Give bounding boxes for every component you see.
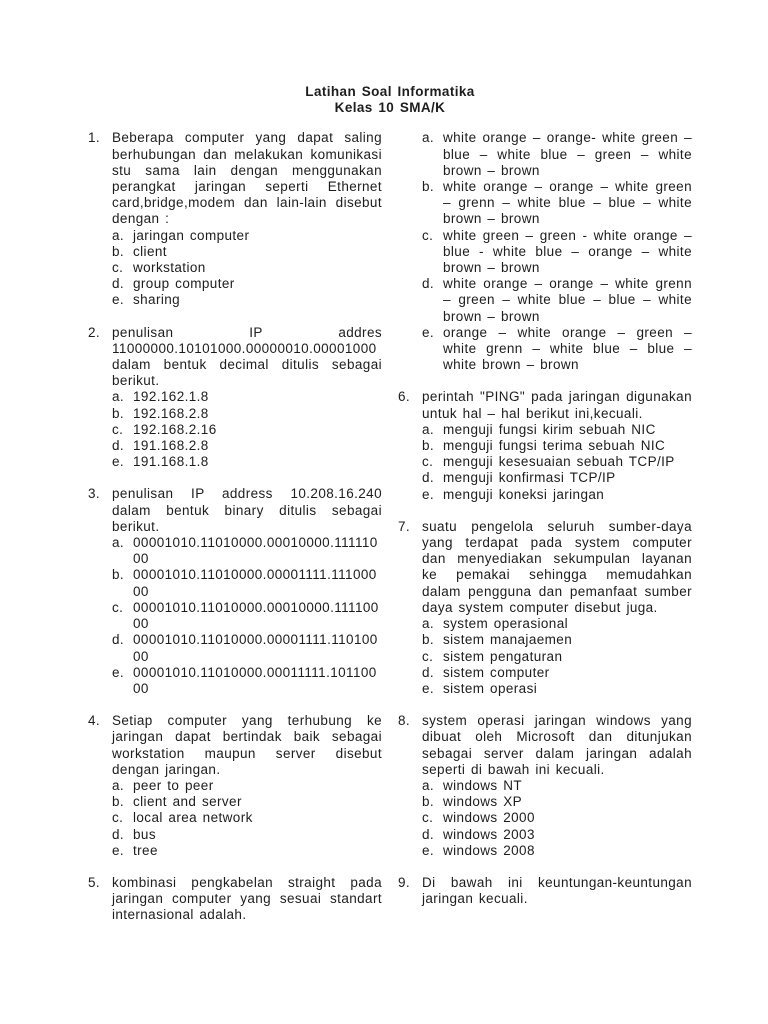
option-label: e.	[422, 680, 435, 696]
option-item	[422, 810, 692, 826]
option-label: c.	[422, 454, 434, 470]
option-label: e.	[112, 292, 125, 308]
option-item	[112, 567, 382, 599]
option-label: b.	[112, 243, 125, 259]
option-label: a.	[112, 389, 125, 405]
option-item	[422, 616, 692, 632]
column-right	[398, 130, 692, 939]
question-options	[422, 616, 692, 697]
option-label: b.	[112, 405, 125, 421]
question-number: 2.	[88, 324, 101, 340]
option-text: peer to peer	[133, 777, 214, 793]
option-label: a.	[422, 421, 435, 437]
question-text: perintah "PING" pada jaringan digunakan untuk hal – hal berikut ini,kecuali.	[422, 389, 692, 421]
option-label: d.	[422, 826, 435, 842]
option-item	[112, 600, 382, 632]
option-item	[422, 794, 692, 810]
question-item	[88, 713, 382, 859]
question-body	[112, 325, 382, 471]
option-label: a.	[112, 535, 125, 551]
question-item	[88, 130, 382, 308]
option-text: sistem operasi	[443, 680, 538, 696]
option-item	[422, 179, 692, 228]
option-label: a.	[422, 616, 435, 632]
question-number: 6.	[398, 389, 411, 405]
option-label: d.	[112, 826, 125, 842]
option-label: e.	[112, 454, 125, 470]
question-number: 7.	[398, 518, 411, 534]
question-item	[398, 875, 692, 907]
option-text: white orange – orange- white green – blue – white blue – green – white brown – brown	[443, 130, 692, 178]
question-number: 8.	[398, 713, 411, 729]
question-body	[422, 875, 692, 907]
option-text: sharing	[133, 292, 181, 308]
option-text: client	[133, 243, 167, 259]
question-number: 1.	[88, 130, 101, 146]
option-text: sistem computer	[443, 664, 550, 680]
option-item	[112, 454, 382, 470]
option-label: d.	[422, 664, 435, 680]
option-text: bus	[133, 826, 156, 842]
option-item	[112, 843, 382, 859]
question-number: 9.	[398, 874, 411, 890]
option-label: e.	[112, 842, 125, 858]
option-item	[112, 535, 382, 567]
question-text: Setiap computer yang terhubung ke jaringan dapat bertindak baik sebagai workstation maupun server disebut dengan jaringan.	[112, 713, 382, 777]
option-text: 00001010.11010000.00011111.10110000	[133, 664, 377, 696]
option-text: 00001010.11010000.00010000.11111000	[133, 535, 378, 567]
option-label: b.	[422, 794, 435, 810]
option-text: menguji konfirmasi TCP/IP	[443, 470, 616, 486]
option-label: a.	[422, 777, 435, 793]
option-text: workstation	[133, 260, 206, 276]
question-options	[422, 778, 692, 859]
option-item	[422, 422, 692, 438]
option-item	[422, 665, 692, 681]
option-item	[422, 470, 692, 486]
option-item	[422, 276, 692, 325]
option-label: a.	[112, 777, 125, 793]
question-text: penulisan IP addres 11000000.10101000.00000010.00001000 dalam bentuk decimal ditulis sebagai berikut.	[112, 324, 382, 389]
option-text: system operasional	[443, 616, 569, 632]
question-options	[422, 422, 692, 503]
question-options	[422, 130, 692, 373]
question-columns	[88, 130, 692, 939]
option-text: windows NT	[443, 777, 523, 793]
option-text: 00001010.11010000.00001111.11100000	[133, 567, 377, 599]
option-label: d.	[422, 470, 435, 486]
option-item	[112, 389, 382, 405]
column-left	[88, 130, 382, 939]
option-item	[422, 681, 692, 697]
option-item	[422, 632, 692, 648]
question-options	[112, 228, 382, 309]
option-item	[422, 843, 692, 859]
question-item	[398, 713, 692, 859]
option-label: d.	[112, 438, 125, 454]
question-body	[422, 713, 692, 859]
option-label: c.	[422, 810, 434, 826]
option-text: jaringan computer	[133, 227, 250, 243]
option-item	[112, 632, 382, 664]
option-text: 191.168.1.8	[133, 454, 209, 470]
document-header	[88, 84, 692, 116]
option-label: e.	[422, 842, 435, 858]
option-text: menguji fungsi terima sebuah NIC	[443, 438, 666, 454]
question-body	[112, 875, 382, 924]
option-label: b.	[112, 794, 125, 810]
question-body	[112, 486, 382, 697]
question-text: system operasi jaringan windows yang dibuat oleh Microsoft dan ditunjukan sebagai server dalam jaringan adalah seperti di bawah ini kecuali.	[422, 713, 692, 777]
question-text: Beberapa computer yang dapat saling berhubungan dan melakukan komunikasi stu sama lain dengan menggunakan perangkat jaringan seperti Ethernet card,bridge,modem dan lain-lain disebut dengan :	[112, 130, 382, 227]
option-label: c.	[112, 421, 124, 437]
option-label: a.	[422, 130, 435, 146]
option-item	[112, 778, 382, 794]
option-label: b.	[422, 179, 435, 195]
option-label: c.	[112, 599, 124, 615]
option-item	[112, 292, 382, 308]
option-item	[422, 325, 692, 374]
option-text: tree	[133, 842, 158, 858]
question-item	[88, 325, 382, 471]
question-body	[112, 130, 382, 308]
question-options	[112, 778, 382, 859]
page-title: Latihan Soal Informatika	[305, 84, 475, 99]
question-options	[112, 389, 382, 470]
question-text: penulisan IP address 10.208.16.240 dalam bentuk binary ditulis sebagai berikut.	[112, 486, 382, 534]
option-item	[112, 406, 382, 422]
question-item	[398, 130, 692, 373]
option-text: menguji fungsi kirim sebuah NIC	[443, 421, 656, 437]
question-number: 5.	[88, 874, 101, 890]
question-text: kombinasi pengkabelan straight pada jaringan computer yang sesuai standart internasional adalah.	[112, 874, 382, 923]
option-item	[422, 778, 692, 794]
option-item	[112, 810, 382, 826]
option-text: white orange – orange – white green – grenn – white blue – blue – white brown – brown	[443, 179, 692, 227]
option-text: group computer	[133, 276, 235, 292]
page-subtitle: Kelas 10 SMA/K	[334, 100, 446, 116]
option-label: d.	[112, 276, 125, 292]
option-text: windows 2008	[443, 842, 535, 858]
option-label: e.	[112, 664, 125, 680]
option-label: e.	[422, 486, 435, 502]
option-item	[112, 438, 382, 454]
question-number: 4.	[88, 713, 101, 729]
option-item	[422, 130, 692, 179]
option-text: sistem pengaturan	[443, 648, 563, 664]
option-text: 192.168.2.16	[133, 421, 217, 437]
question-body	[422, 130, 692, 373]
option-label: c.	[422, 227, 434, 243]
option-label: d.	[422, 276, 435, 292]
option-item	[112, 260, 382, 276]
question-options	[112, 535, 382, 697]
option-item	[112, 244, 382, 260]
option-text: 192.162.1.8	[133, 389, 209, 405]
option-text: 191.168.2.8	[133, 438, 209, 454]
option-text: local area network	[133, 810, 253, 826]
option-label: c.	[422, 648, 434, 664]
option-item	[422, 649, 692, 665]
option-item	[422, 454, 692, 470]
question-body	[422, 389, 692, 502]
option-text: menguji kesesuaian sebuah TCP/IP	[443, 454, 675, 470]
question-item	[398, 389, 692, 502]
option-text: menguji koneksi jaringan	[443, 486, 605, 502]
question-text: Di bawah ini keuntungan-keuntungan jaringan kecuali.	[422, 874, 692, 907]
question-item	[88, 875, 382, 924]
option-text: orange – white orange – green – white grenn – white blue – blue – white brown – brown	[443, 324, 692, 373]
option-item	[112, 794, 382, 810]
option-text: windows XP	[443, 794, 523, 810]
question-item	[398, 519, 692, 697]
option-text: client and server	[133, 794, 242, 810]
option-item	[112, 422, 382, 438]
question-number	[398, 130, 422, 373]
option-text: 192.168.2.8	[133, 405, 209, 421]
option-item	[422, 228, 692, 277]
option-text: white orange – orange – white grenn – green – white blue – blue – white brown – brown	[443, 276, 692, 324]
question-body	[112, 713, 382, 859]
option-label: c.	[112, 260, 124, 276]
option-label: a.	[112, 227, 125, 243]
option-label: d.	[112, 632, 125, 648]
question-text: suatu pengelola seluruh sumber-daya yang terdapat pada system computer dan menyediakan sekumpulan layanan ke pemakai sehingga memudahkan dalam pengguna dan pemanfaat sumber daya system computer disebut juga.	[422, 518, 692, 615]
option-label: b.	[422, 632, 435, 648]
question-item	[88, 486, 382, 697]
question-number: 3.	[88, 486, 101, 502]
option-text: windows 2000	[443, 810, 535, 826]
option-text: 00001010.11010000.00010000.11110000	[133, 599, 379, 632]
option-text: white green – green - white orange – blue - white blue – orange – white brown – brown	[443, 227, 692, 276]
option-label: e.	[422, 324, 435, 340]
option-item	[422, 487, 692, 503]
option-item	[422, 438, 692, 454]
option-text: 00001010.11010000.00001111.11010000	[133, 632, 378, 664]
option-label: b.	[112, 567, 125, 583]
option-item	[422, 827, 692, 843]
option-item	[112, 276, 382, 292]
option-item	[112, 827, 382, 843]
option-item	[112, 665, 382, 697]
option-text: windows 2003	[443, 826, 535, 842]
option-label: b.	[422, 438, 435, 454]
option-item	[112, 228, 382, 244]
option-text: sistem manajaemen	[443, 632, 573, 648]
question-body	[422, 519, 692, 697]
option-label: c.	[112, 810, 124, 826]
